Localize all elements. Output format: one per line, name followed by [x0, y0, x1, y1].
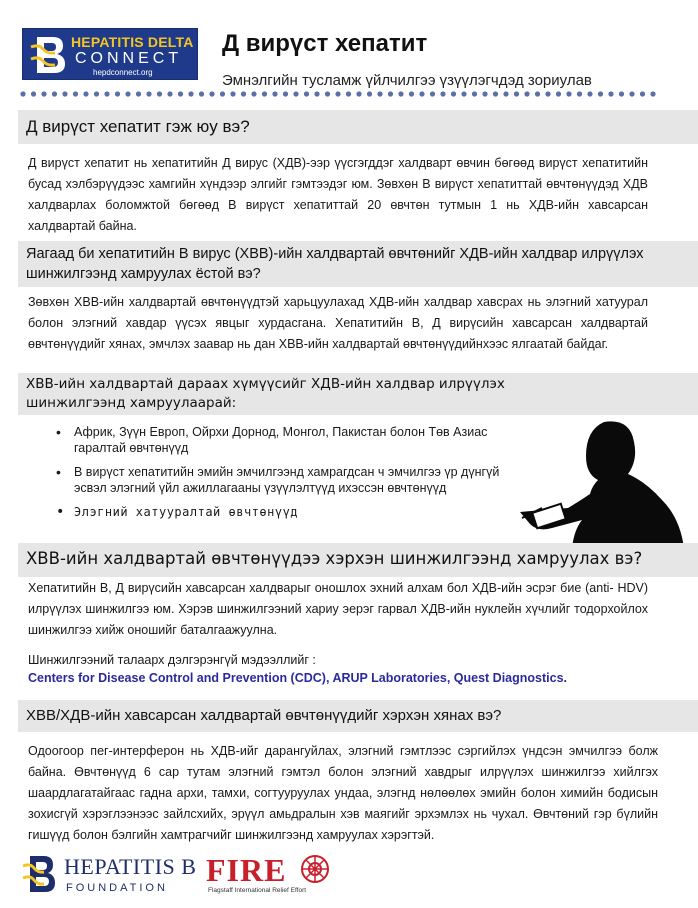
list-item: • В вирүст хепатитийн эмийн эмчилгээнд хамрагдсан ч эмчилгээ үр дүнгүй эсвэл элэгний үйл ажиллагааны үзүүлэлтүүд ихэссэн өвчтөнүүд	[56, 464, 506, 496]
divider-dot	[52, 91, 57, 96]
divider-dot	[545, 91, 550, 96]
hbf-name: HEPATITIS B	[64, 854, 197, 879]
divider-dot	[461, 91, 466, 96]
section-body: Д вирүст хепатит нь хепатитийн Д вирус (ХДВ)-ээр үүсгэгддэг халдварт өвчин бөгөөд вирүст хепатитийн бусад хэлбэрүүдээс хамгийн хүндээр элгийг гэмтээдэг юм. Зөвхөн В вирүст хепатиттай өвчтөнүүдэд ХДВ халдварлах боломжтой бөгөөд В вирүст хепатиттай 20 өвчтөн тутмын 1 нь ХДВ-ийн хавсарсан халдвартай байна.	[28, 156, 648, 233]
divider-dot	[619, 91, 624, 96]
divider-dot	[20, 91, 25, 96]
divider-dot	[377, 91, 382, 96]
hepatitis-delta-connect-logo	[22, 28, 198, 80]
divider-dot	[650, 91, 655, 96]
section-heading: Яагаад би хепатитийн В вирус (ХВВ)-ийн халдвартай өвчтөнийг ХДВ-ийн халдвар илрүүлэх шинжилгээнд хамруулах ёстой вэ?	[26, 246, 644, 282]
fire-emblem-icon	[300, 854, 330, 884]
divider-dot	[514, 91, 519, 96]
divider-dot	[136, 91, 141, 96]
divider-dot	[430, 91, 435, 96]
divider-dot	[440, 91, 445, 96]
divider-dot	[167, 91, 172, 96]
divider-dot	[73, 91, 78, 96]
divider-dot	[314, 91, 319, 96]
section-heading-band	[18, 373, 698, 415]
section-heading: ХВВ/ХДВ-ийн хавсарсан халдвартай өвчтөнүүдийг хэрхэн хянах вэ?	[26, 707, 502, 724]
section-heading: ХВВ-ийн халдвартай дараах хүмүүсийг ХДВ-ийн халдвар илрүүлэх шинжилгээнд хамруулаарай:	[26, 376, 505, 411]
risk-group-list	[56, 424, 506, 528]
divider-dot	[115, 91, 120, 96]
divider-dot	[388, 91, 393, 96]
page-title: Д вирүст хепатит	[222, 30, 428, 57]
fire-wordmark: FIRE	[206, 852, 287, 888]
divider-dot	[398, 91, 403, 96]
divider-dot	[178, 91, 183, 96]
divider-dot	[104, 91, 109, 96]
divider-dot	[31, 91, 36, 96]
divider-dot	[83, 91, 88, 96]
divider-dot	[409, 91, 414, 96]
divider-dot	[451, 91, 456, 96]
logo-b-icon	[29, 33, 69, 77]
section-heading-band	[18, 110, 698, 144]
divider-dot	[419, 91, 424, 96]
doctor-silhouette-icon	[512, 416, 690, 548]
divider-dot	[503, 91, 508, 96]
divider-dot	[125, 91, 130, 96]
divider-dot	[346, 91, 351, 96]
section-body: Одоогоор пег-интерферон нь ХДВ-ийг дарангуйлах, элэгний гэмтлээс сэргийлэх үндсэн эмчилгээ болж байна. Өвчтөнүүд 6 сар тутам элэгний гэмтэл болон элэгний хавдрыг илрүүлэх шинжилгээ хийлгэх шаардлагатайгаас гадна архи, тамхи, согтууруулах ундаа, элэгнд нөлөөлөх эмийн болон химийн бодисын зохисгүй хэрэглээнээс зайлсхийх, эрүүл амьдралын хэв маягийг эрхэмлэх нь чухал. Өвчтөний гэр бүлийн гишүүд болон бэлгийн хамтрагчийг шинжилгээнд хамруулах хэрэгтэй.	[28, 744, 658, 842]
divider-dot	[62, 91, 67, 96]
fire-logo	[206, 852, 346, 902]
divider-dot	[157, 91, 162, 96]
divider-dot	[272, 91, 277, 96]
section-heading-band	[18, 700, 698, 732]
section-body: Зөвхөн ХВВ-ийн халдвартай өвчтөнүүдтэй харьцуулахад ХДВ-ийн халдвар хавсрах нь элэгний хатуурал болон элэгний хавдар үүсэх явцыг хурдасгана. Хепатитийн В, Д вирүсийн хавсарсан халдвартай өвчтөнүүдийг хянах, эмчлэх заавар нь дан ХВВ-ийн халдвартай өвчтөнүүдийнхээс ялгаатай байдаг.	[28, 295, 648, 351]
divider-dot	[587, 91, 592, 96]
reference-links[interactable]: Centers for Disease Control and Prevention (CDC), ARUP Laboratories, Quest Diagnostics.	[28, 671, 567, 685]
divider-dot	[556, 91, 561, 96]
dotted-divider	[20, 91, 660, 97]
fire-subtitle: Flagstaff International Relief Effort	[208, 887, 307, 894]
divider-dot	[146, 91, 151, 96]
section-heading-band	[18, 241, 698, 287]
hbf-b-icon	[22, 854, 58, 896]
section-heading: Д вирүст хепатит гэж юу вэ?	[26, 117, 250, 136]
divider-dot	[472, 91, 477, 96]
divider-dot	[356, 91, 361, 96]
divider-dot	[230, 91, 235, 96]
divider-dot	[566, 91, 571, 96]
divider-dot	[293, 91, 298, 96]
divider-dot	[325, 91, 330, 96]
divider-dot	[94, 91, 99, 96]
divider-dot	[283, 91, 288, 96]
divider-dot	[209, 91, 214, 96]
hepatitis-b-foundation-logo	[22, 854, 202, 898]
divider-dot	[535, 91, 540, 96]
list-item: • Элэгний хатууралтай өвчтөнүүд	[56, 504, 506, 520]
divider-dot	[367, 91, 372, 96]
divider-dot	[629, 91, 634, 96]
divider-dot	[524, 91, 529, 96]
section-heading: ХВВ-ийн халдвартай өвчтөнүүдээ хэрхэн шинжилгээнд хамруулах вэ?	[26, 549, 643, 568]
divider-dot	[199, 91, 204, 96]
page-subtitle: Эмнэлгийн тусламж үйлчилгээ үзүүлэгчдэд зориулав	[222, 72, 592, 89]
divider-dot	[304, 91, 309, 96]
divider-dot	[335, 91, 340, 96]
section-body: Хепатитийн В, Д вирүсийн хавсарсан халдварыг оношлох эхний алхам бол ХДВ-ийн эсрэг бие (anti- HDV) илрүүлэх шинжилгээ юм. Хэрэв шинжилгээний хариу эерэг гарвал ХДВ-ийн нуклейн хүчлийг тодорхойлох шинжилгээ хийж оношийг баталгаажуулна.	[28, 581, 648, 637]
divider-dot	[598, 91, 603, 96]
logo-title: HEPATITIS DELTA	[71, 34, 194, 50]
logo-word: CONNECT	[75, 50, 183, 67]
divider-dot	[262, 91, 267, 96]
list-item: • Африк, Зүүн Европ, Ойрхи Дорнод, Монгол, Пакистан болон Төв Азиас гаралтай өвчтөнүүд	[56, 424, 506, 456]
divider-dot	[482, 91, 487, 96]
divider-dot	[241, 91, 246, 96]
section-heading-band	[18, 543, 698, 577]
hbf-subtitle: FOUNDATION	[66, 882, 168, 894]
divider-dot	[220, 91, 225, 96]
divider-dot	[640, 91, 645, 96]
logo-url: hepdconnect.org	[93, 68, 153, 77]
divider-dot	[188, 91, 193, 96]
divider-dot	[41, 91, 46, 96]
divider-dot	[608, 91, 613, 96]
more-info-label: Шинжилгээний талаарх дэлгэрэнгүй мэдээллийг :	[28, 653, 316, 667]
divider-dot	[493, 91, 498, 96]
divider-dot	[577, 91, 582, 96]
divider-dot	[251, 91, 256, 96]
